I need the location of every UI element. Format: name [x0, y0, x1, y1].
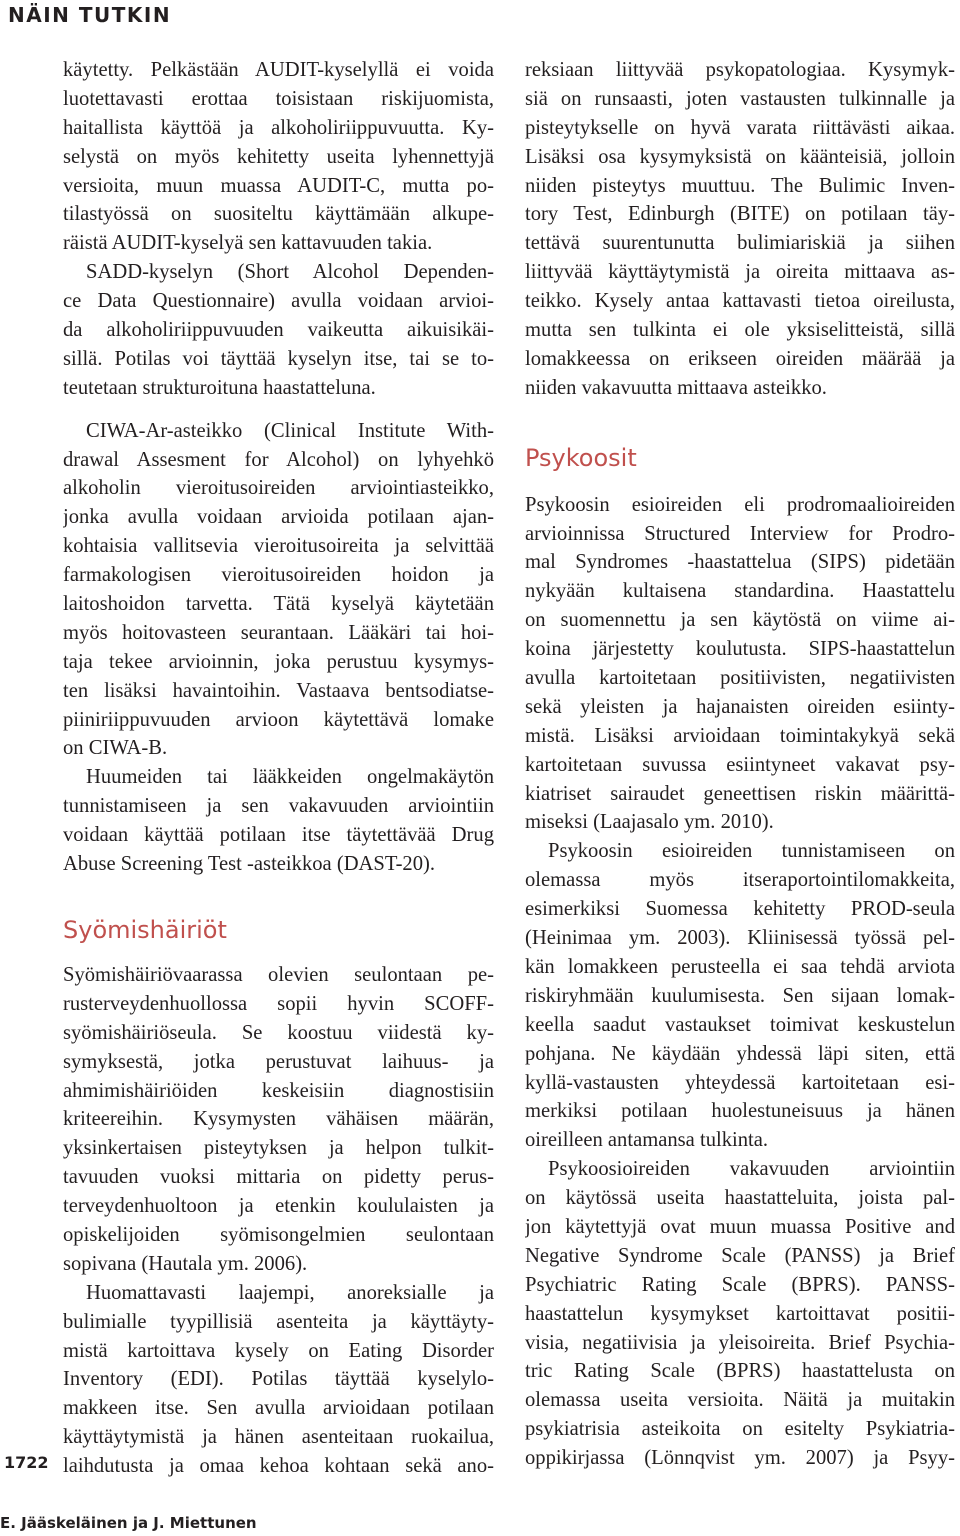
text-line: olemassa myös itseraportointilomakkeita, — [525, 869, 955, 892]
text-line: käyttäytymistä ja hänen asenteitaan ruokailua, — [63, 1426, 494, 1449]
text-line: Psykoosin esioireiden eli prodromaalioireiden — [525, 493, 955, 516]
text-line: tavuuden vuoksi mittaria on pidetty perus- — [63, 1166, 494, 1189]
text-line: CIWA-Ar-asteikko (Clinical Institute With- — [86, 419, 494, 442]
text-line: on suomennettu ja sen käytöstä on viime ai- — [525, 609, 955, 632]
text-line: mistä. Lisäksi arvioidaan toimintakykyä sekä — [525, 724, 955, 747]
text-line: jonka avulla voidaan arvioida potilaan ajan- — [63, 506, 494, 529]
text-line: Psykoosioireiden vakavuuden arviointiin — [548, 1158, 955, 1181]
text-line: taja tekee arvioinnin, joka perustuu kysymys- — [63, 650, 494, 673]
text-line: ten lisäksi havaintoihin. Vastaava bentsodiatse- — [63, 679, 494, 702]
text-line: teutetaan strukturoituna haastatteluna. — [63, 376, 376, 399]
text-line: Psychiatric Rating Scale (BPRS). PANSS- — [525, 1273, 955, 1296]
section-heading-eating-disorders: Syömishäiriöt — [63, 915, 227, 944]
text-line: mal Syndromes -haastattelua (SIPS) pidetään — [525, 551, 955, 574]
paragraph — [525, 1155, 955, 1473]
text-line: tilastyössä on suositeltu käyttämään alkupe- — [63, 203, 494, 226]
text-line: Lisäksi osa kysymyksistä on käänteisiä, jolloin — [525, 145, 955, 168]
text-line: reksiaan liittyvää psykopatologiaa. Kysymyk- — [525, 59, 955, 81]
text-line: myös hoitovasteen seurantaan. Lääkäri tai hoi- — [63, 621, 494, 644]
text-line: symyksestä, jotka perustuvat laihuus- ja — [63, 1050, 494, 1073]
text-line: mutta sen tulkinta ei ole yksiselitteistä, sillä — [525, 319, 955, 342]
text-line: pohjana. Ne käydään yhdessä läpi siten, että — [525, 1042, 955, 1065]
text-line: da alkoholiriippuvuuden vaikeutta aikuisikäi- — [63, 319, 494, 342]
text-line: kohtaisia vallitsevia vieroitusoireita ja selvittää — [63, 535, 494, 558]
text-line: syömishäiriöseula. Se koostuu viidestä ky- — [63, 1021, 494, 1044]
text-line: tory Test, Edinburgh (BITE) on potilaan täy- — [525, 203, 955, 226]
text-line: visia, negatiivisia ja yleisoireita. Brief Psychia- — [525, 1331, 955, 1354]
text-line: on käytössä useita haastatteluita, joista pal- — [525, 1187, 955, 1210]
paragraph — [63, 961, 494, 1279]
text-line: arvioinnissa Structured Interview for Prodro- — [525, 522, 955, 545]
text-line: teikko. Kysely antaa kattavasti tietoa oireilusta, — [525, 290, 955, 313]
section-header: NÄIN TUTKIN — [8, 3, 172, 27]
text-line: käytetty. Pelkästään AUDIT-kyselyllä ei voida — [63, 59, 494, 81]
text-line: olemassa useita versioita. Näitä ja muitakin — [525, 1389, 955, 1412]
footer-authors: E. Jääskeläinen ja J. Miettunen — [0, 1514, 257, 1532]
text-line: voidaan käyttää potilaan itse täytettävää Drug — [63, 824, 494, 847]
text-line: tettävä suurentunutta bulimiariskiä ja siihen — [525, 232, 955, 255]
text-line: rusterveydenhuollossa sopii hyvin SCOFF- — [63, 992, 494, 1015]
text-line: drawal Assesment for Alcohol) on lyhyehkö — [63, 448, 494, 471]
text-line: bulimialle tyypillisiä asenteita ja käyttäyty- — [63, 1310, 494, 1333]
text-line: kartoitetaan suvussa esiintyneet vakavat psy- — [525, 753, 955, 776]
text-line: kän lomakkeen perusteella ei saa tehdä arviota — [525, 955, 955, 978]
text-line: niiden pisteytys muuttuu. The Bulimic Inven- — [525, 174, 955, 197]
text-line: makkeen itse. Sen avulla arvioidaan potilaan — [63, 1397, 494, 1420]
text-line: liittyvää käyttäytymistä ja oireita mittaava as- — [525, 261, 955, 284]
text-line: tunnistamiseen ja sen vakavuuden arviointiin — [63, 795, 494, 818]
text-line: versioita, muun muassa AUDIT-C, mutta po- — [63, 174, 494, 197]
text-line: (Heinimaa ym. 2003). Kliinisessä työssä pel- — [525, 927, 955, 950]
paragraph — [525, 491, 955, 838]
text-line: kiatriset sairaudet geneettisen riskin määrittä- — [525, 782, 955, 805]
text-line: Huomattavasti laajempi, anoreksialle ja — [86, 1281, 494, 1304]
text-line: laitoshoidon tarvetta. Tätä kyselyä käytetään — [63, 593, 494, 616]
right-column — [525, 56, 955, 1473]
text-line: haastattelun kysymykset kartoittavat positii- — [525, 1302, 955, 1325]
text-line: selystä on myös kehitetty useita lyhennettyjä — [63, 145, 494, 168]
text-line: ce Data Questionnaire) avulla voidaan arvioi- — [63, 290, 494, 313]
text-line: niiden vakavuutta mittaava asteikko. — [525, 376, 827, 399]
text-line: sillä. Potilas voi täyttää kyselyn itse, tai se to- — [63, 347, 494, 370]
text-line: lomakkeessa on erikseen oireiden määrää ja — [525, 347, 955, 370]
text-line: farmakologisen vieroitusoireiden hoidon ja — [63, 564, 494, 587]
text-line: terveydenhuoltoon ja etenkin koululaisten ja — [63, 1195, 494, 1218]
text-line: ahmimishäiriöiden keskeisiin diagnostisiin — [63, 1079, 494, 1102]
text-line: Negative Syndrome Scale (PANSS) ja Brief — [525, 1244, 955, 1267]
text-line: Syömishäiriövaarassa olevien seulontaan pe- — [63, 963, 494, 986]
text-line: sopivana (Hautala ym. 2006). — [63, 1252, 308, 1275]
text-line: Huumeiden tai lääkkeiden ongelmakäytön — [86, 766, 494, 789]
text-line: on CIWA-B. — [63, 737, 168, 760]
text-line: esimerkiksi Suomessa kehitetty PROD-seula — [525, 898, 955, 921]
text-line: sekä yleisten ja hajanaisten oireiden esiinty- — [525, 695, 955, 718]
text-line: pisteytykselle on hyvä varata riittävästi aikaa. — [525, 116, 955, 139]
paragraph — [63, 1279, 494, 1481]
text-line: haitallista käyttöä ja alkoholiriippuvuutta. Ky- — [63, 116, 494, 139]
text-line: nykyään kultaisena standardina. Haastattelu — [525, 580, 955, 603]
text-line: miseksi (Laajasalo ym. 2010). — [525, 811, 774, 834]
paragraph — [63, 417, 494, 764]
text-line: laihdutusta ja omaa kehoa kohtaan sekä ano- — [63, 1455, 494, 1478]
text-line: yksinkertaisen pisteytyksen ja helpon tulkit- — [63, 1137, 494, 1160]
text-line: luotettavasti erottaa toisistaan riskijuomista, — [63, 87, 494, 110]
text-line: Psykoosin esioireiden tunnistamiseen on — [548, 840, 955, 863]
text-line: keella saadut vastaukset toimivat keskustelun — [525, 1013, 955, 1036]
text-line: räistä AUDIT-kyselyä sen kattavuuden takia. — [63, 232, 433, 255]
text-line: koina järjestetty koulutusta. SIPS-haastattelun — [525, 638, 955, 661]
paragraph — [63, 763, 494, 879]
text-line: opiskelijoiden syömisongelmien seulontaan — [63, 1223, 494, 1246]
text-line: merkiksi potilaan huolestuneisuus ja hänen — [525, 1100, 955, 1123]
left-column — [63, 56, 494, 1481]
section-heading-psychoses: Psykoosit — [525, 443, 637, 472]
page-number: 1722 — [4, 1453, 49, 1472]
text-line: Abuse Screening Test -asteikkoa (DAST-20). — [63, 853, 436, 876]
text-line: kriteereihin. Kysymysten vähäisen määrän, — [63, 1108, 494, 1131]
text-line: oireilleen antamansa tulkinta. — [525, 1129, 769, 1152]
paragraph — [63, 258, 494, 402]
text-line: psykiatrisia asteikoita on esitelty Psykiatria- — [525, 1418, 955, 1441]
text-line: avulla kartoitetaan positiivisten, negatiivisten — [525, 667, 955, 690]
paragraph — [525, 837, 955, 1155]
text-line: siä on runsaasti, joten vastausten tulkinnalle ja — [525, 87, 955, 110]
paragraph — [63, 56, 494, 258]
text-line: riskiryhmään kuulumisesta. Sen sijaan lomak- — [525, 984, 955, 1007]
text-line: tric Rating Scale (BPRS) haastattelusta on — [525, 1360, 955, 1383]
text-line: oppikirjassa (Lönnqvist ym. 2007) ja Psyy- — [525, 1447, 955, 1470]
paragraph — [525, 56, 955, 403]
text-line: alkoholin vieroitusoireiden arviointiasteikko, — [63, 477, 494, 500]
text-line: mistä kartoittava kysely on Eating Disorder — [63, 1339, 494, 1362]
text-line: kyllä-vastausten yhteydessä kartoitetaan esi- — [525, 1071, 955, 1094]
text-line: Inventory (EDI). Potilas täyttää kyselylo- — [63, 1368, 494, 1391]
text-line: piiniriippuvuuden arvioon käytettävä lomake — [63, 708, 494, 731]
text-line: jon käytettyjä ovat muun muassa Positive and — [525, 1215, 955, 1238]
text-line: SADD-kyselyn (Short Alcohol Dependen- — [86, 261, 494, 284]
